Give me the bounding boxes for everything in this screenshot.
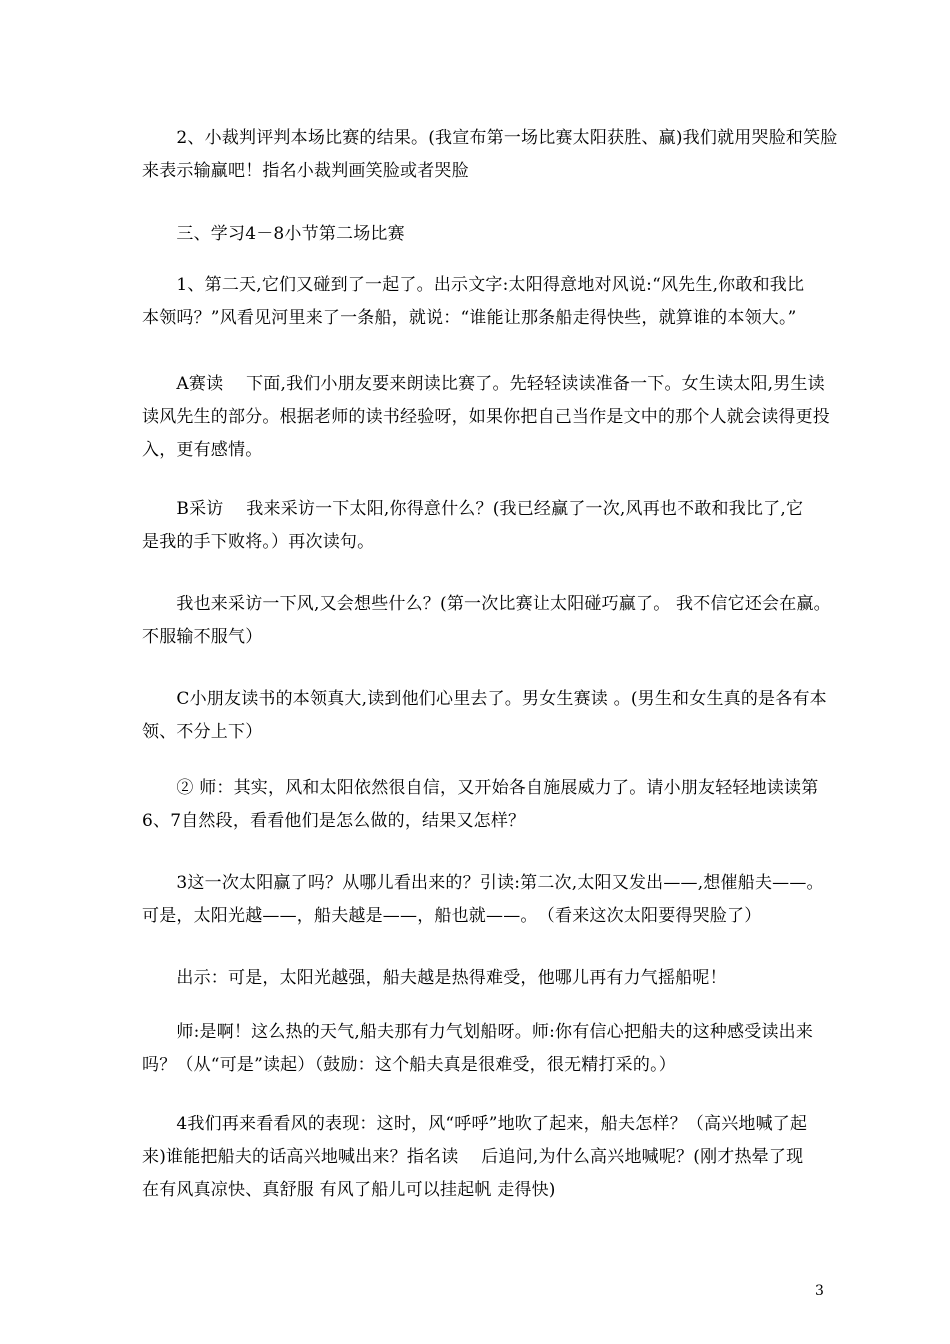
text-line: 师:是啊！这么热的天气,船夫那有力气划船呀。师:你有信心把船夫的这种感受读出来 [142,1022,814,1042]
text-line: 不服输不服气） [142,627,263,647]
section-heading-second-match [142,218,814,251]
paragraph-second-day [142,269,814,335]
text-line: 三、学习4－8小节第二场比赛 [142,224,405,244]
text-line: A赛读 下面,我们小朋友要来朗读比赛了。先轻轻读读准备一下。女生读太阳,男生读 [142,374,825,394]
text-line: B采访 我来采访一下太阳,你得意什么？(我已经赢了一次,风再也不敢和我比了,它 [142,499,804,519]
text-line: 我也来采访一下风,又会想些什么？(第一次比赛让太阳碰巧赢了。 我不信它还会在赢。 [142,594,831,614]
text-line: ② 师：其实，风和太阳依然很自信，又开始各自施展威力了。请小朋友轻轻地读读第 [142,778,819,798]
text-line: 入，更有感情。 [142,440,263,460]
paragraph-sun-win-question [142,867,824,933]
text-line: 读风先生的部分。根据老师的读书经验呀，如果你把自己当作是文中的那个人就会读得更投 [142,407,830,427]
text-line: 出示：可是，太阳光越强，船夫越是热得难受，他哪儿再有力气摇船呢！ [142,968,727,988]
text-line: C小朋友读书的本领真大,读到他们心里去了。男女生赛读 。(男生和女生真的是各有本 [142,689,827,709]
paragraph-hot-weather [142,1016,814,1082]
paragraph-teacher-prompt [142,772,819,838]
text-line: 3这一次太阳赢了吗？从哪儿看出来的？引读:第二次,太阳又发出——,想催船夫——。 [142,873,824,893]
paragraph-boys-girls-reading [142,683,827,749]
text-line: 本领吗？”风看见河里来了一条船，就说：“谁能让那条船走得快些，就算谁的本领大。” [142,308,797,328]
text-line: 2、小裁判评判本场比赛的结果。(我宣布第一场比赛太阳获胜、赢)我们就用哭脸和笑脸 [142,128,838,148]
paragraph-display-text [142,962,814,995]
paragraph-reading-contest [142,368,830,467]
paragraph-wind-performance [142,1108,814,1207]
text-line: 来)谁能把船夫的话高兴地喊出来？指名读 后追问,为什么高兴地喊呢？(刚才热晕了现 [142,1147,804,1167]
text-line: 领、不分上下） [142,722,263,742]
text-line: 4我们再来看看风的表现：这时，风“呼呼”地吹了起来，船夫怎样？（高兴地喊了起 [142,1114,808,1134]
text-line: 是我的手下败将。）再次读句。 [142,532,375,552]
text-line: 吗？（从“可是”读起）（鼓励：这个船夫真是很难受，很无精打采的。） [142,1055,676,1075]
text-line: 1、第二天,它们又碰到了一起了。出示文字:太阳得意地对风说:“风先生,你敢和我比 [142,275,805,295]
text-line: 6、7自然段，看看他们是怎么做的，结果又怎样？ [142,811,526,831]
paragraph-interview-sun [142,493,814,559]
page-number: 3 [815,1283,824,1299]
paragraph-interview-wind [142,588,831,654]
text-line: 在有风真凉快、真舒服 有风了船儿可以挂起帆 走得快) [142,1180,556,1200]
text-line: 可是，太阳光越——，船夫越是——，船也就——。 （看来这次太阳要得哭脸了） [142,906,762,926]
paragraph-referee-result [142,122,838,188]
text-line: 来表示输赢吧！指名小裁判画笑脸或者哭脸 [142,161,469,181]
